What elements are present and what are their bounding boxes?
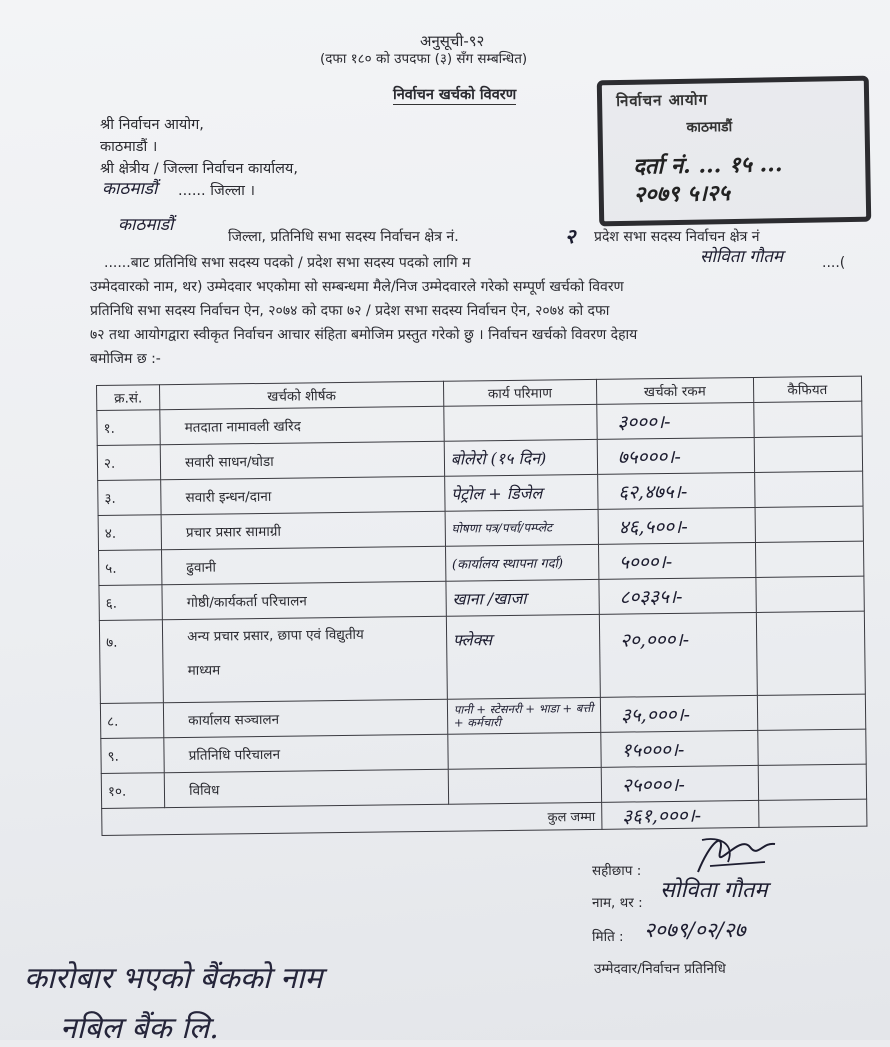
- date-label: मिति :: [592, 929, 624, 945]
- row-quantity: [448, 767, 602, 804]
- stamp-line-2: काठमाडौं: [686, 119, 733, 136]
- row-serial: ६.: [99, 585, 163, 621]
- addressee-line-1: श्री निर्वाचन आयोग,: [100, 117, 204, 133]
- row-remark: [755, 506, 864, 542]
- constituency-number-handwritten: २: [565, 224, 576, 248]
- row-remark: [755, 541, 864, 577]
- body-line-2b: ....(: [822, 255, 846, 271]
- row-serial: ३.: [98, 480, 162, 516]
- row-serial: ८.: [100, 703, 164, 739]
- row-quantity: फ्लेक्स: [446, 614, 600, 699]
- row-title-cell: [163, 616, 448, 702]
- stamp-line-1: निर्वाचन आयोग: [615, 90, 709, 111]
- row-title: मतदाता नामावली खरिद: [160, 406, 444, 444]
- office-stamp: [597, 76, 872, 227]
- row-serial: ४.: [98, 515, 162, 551]
- row-serial: ९.: [101, 738, 165, 774]
- row-amount: ३५,०००।-: [600, 695, 757, 732]
- row-title-continued: माध्यम: [187, 662, 221, 679]
- rule-reference: (दफा १८० को उपदफा (३) सँग सम्बन्धित): [320, 51, 528, 67]
- row-title: ढुवानी: [162, 546, 446, 584]
- row-quantity: बोलेरो (१५ दिन): [444, 439, 598, 476]
- document-title: निर्वाचन खर्चको विवरण: [393, 87, 517, 103]
- header-serial: क्र.सं.: [97, 385, 160, 411]
- expense-table: [96, 376, 867, 836]
- row-amount: ४६,५००।-: [598, 507, 755, 544]
- schedule-number: अनुसूची-९२: [420, 32, 485, 50]
- row-title: प्रचार प्रसार सामाग्री: [161, 511, 445, 549]
- row-remark: [754, 471, 863, 507]
- row-quantity: (कार्यालय स्थापना गर्दा): [445, 544, 599, 581]
- row-quantity: घोषणा पत्र/पर्चा/पम्प्लेट: [445, 509, 599, 546]
- row-serial: १०.: [101, 773, 165, 809]
- row-remark: [758, 764, 867, 800]
- body-line-1a: जिल्ला, प्रतिनिधि सभा सदस्य निर्वाचन क्षेत्र नं.: [228, 229, 459, 245]
- body-line-3: उम्मेदवारको नाम, थर) उम्मेदवार भएकोमा सो सम्बन्धमा मैले/निज उम्मेदवारले गरेको सम्पूर्ण खर्चको विवरण: [90, 279, 624, 295]
- addressee-line-3: श्री क्षेत्रीय / जिल्ला निर्वाचन कार्यालय,: [100, 161, 298, 177]
- total-label: कुल जम्मा: [102, 802, 602, 835]
- row-title: अन्य प्रचार प्रसार, छापा एवं विद्युतीय: [187, 626, 364, 645]
- row-title: प्रतिनिधि परिचालन: [164, 734, 448, 772]
- stamp-line-3: दर्ता नं. ... १५ ...: [633, 151, 783, 180]
- header-remarks: कैफियत: [753, 376, 862, 402]
- row-amount: २०,०००।-: [599, 612, 757, 697]
- body-line-6: बमोजिम छ :-: [90, 351, 161, 367]
- row-serial: २.: [97, 445, 161, 481]
- row-amount: ८०३३५।-: [599, 577, 756, 614]
- name-label: नाम, थर :: [592, 895, 643, 911]
- row-remark: [756, 576, 865, 612]
- row-amount: १५०००।-: [601, 730, 758, 767]
- body-line-5: ७२ तथा आयोगद्वारा स्वीकृत निर्वाचन आचार संहिता बमोजिम प्रस्तुत गरेको छु । निर्वाचन खर्चको विवरण देहाय: [90, 327, 638, 343]
- stamp-line-4: २०७९ ५।२५: [633, 180, 731, 208]
- row-remark: [757, 694, 866, 730]
- table-row: [99, 611, 865, 703]
- signer-role: उम्मेदवार/निर्वाचन प्रतिनिधि: [594, 961, 726, 977]
- row-title: कार्यालय सञ्चालन: [164, 699, 448, 737]
- header-amount: खर्चको रकम: [596, 377, 753, 404]
- district-handwritten: काठमाडौं: [102, 179, 158, 199]
- header-work-quantity: कार्य परिमाण: [443, 379, 596, 406]
- row-quantity: [444, 404, 598, 441]
- body-line-2a: ......बाट प्रतिनिधि सभा सदस्य पदको / प्रदेश सभा सदस्य पदको लागि म: [104, 255, 471, 271]
- row-amount: ३०००।-: [597, 402, 754, 439]
- signer-name-handwritten: सोविता गौतम: [660, 878, 768, 903]
- row-serial: ५.: [99, 550, 163, 586]
- row-serial: १.: [97, 410, 161, 446]
- district-suffix: ...... जिल्ला ।: [178, 183, 256, 199]
- row-amount: ५०००।-: [598, 542, 755, 579]
- candidate-name-handwritten: सोविता गौतम: [700, 247, 784, 267]
- addressee-line-2: काठमाडौं ।: [100, 139, 158, 155]
- row-amount: २५०००।-: [601, 765, 758, 802]
- row-quantity: पानी + स्टेसनरी + भाडा + बत्ती + कर्मचारी: [447, 697, 601, 734]
- row-remark: [753, 401, 862, 437]
- row-title: विविध: [164, 769, 448, 807]
- row-quantity: खाना /खाजा: [446, 579, 600, 616]
- row-quantity: पेट्रोल + डिजेल: [444, 474, 598, 511]
- total-amount: ३६१,०००।-: [602, 800, 759, 829]
- signature-label: सहीछाप :: [592, 863, 642, 879]
- row-serial: ७.: [99, 620, 163, 704]
- row-amount: ६२,४७५।-: [598, 472, 755, 509]
- bank-name-handwritten: नबिल बैंक लि.: [60, 1011, 219, 1046]
- body-district-handwritten: काठमाडौं: [118, 215, 174, 235]
- body-line-1b: प्रदेश सभा सदस्य निर्वाचन क्षेत्र नं: [594, 229, 760, 245]
- row-quantity: [448, 732, 602, 769]
- row-remark: [757, 729, 866, 765]
- row-amount: ७५०००।-: [597, 437, 754, 474]
- header-expense-title: खर्चको शीर्षक: [160, 381, 444, 409]
- row-remark: [756, 611, 865, 695]
- body-line-4: प्रतिनिधि सभा सदस्य निर्वाचन ऐन, २०७४ को दफा ७२ / प्रदेश सभा सदस्य निर्वाचन ऐन, २०७४ को दफा: [90, 303, 610, 319]
- row-remark: [754, 436, 863, 472]
- date-handwritten: २०७९/०२/२७: [644, 918, 746, 942]
- row-title: सवारी इन्धन/दाना: [161, 476, 445, 514]
- row-title: सवारी साधन/घोडा: [160, 441, 444, 479]
- bank-name-heading-handwritten: कारोबार भएको बैंकको नाम: [24, 961, 323, 996]
- row-title: गोष्ठी/कार्यकर्ता परिचालन: [162, 581, 446, 619]
